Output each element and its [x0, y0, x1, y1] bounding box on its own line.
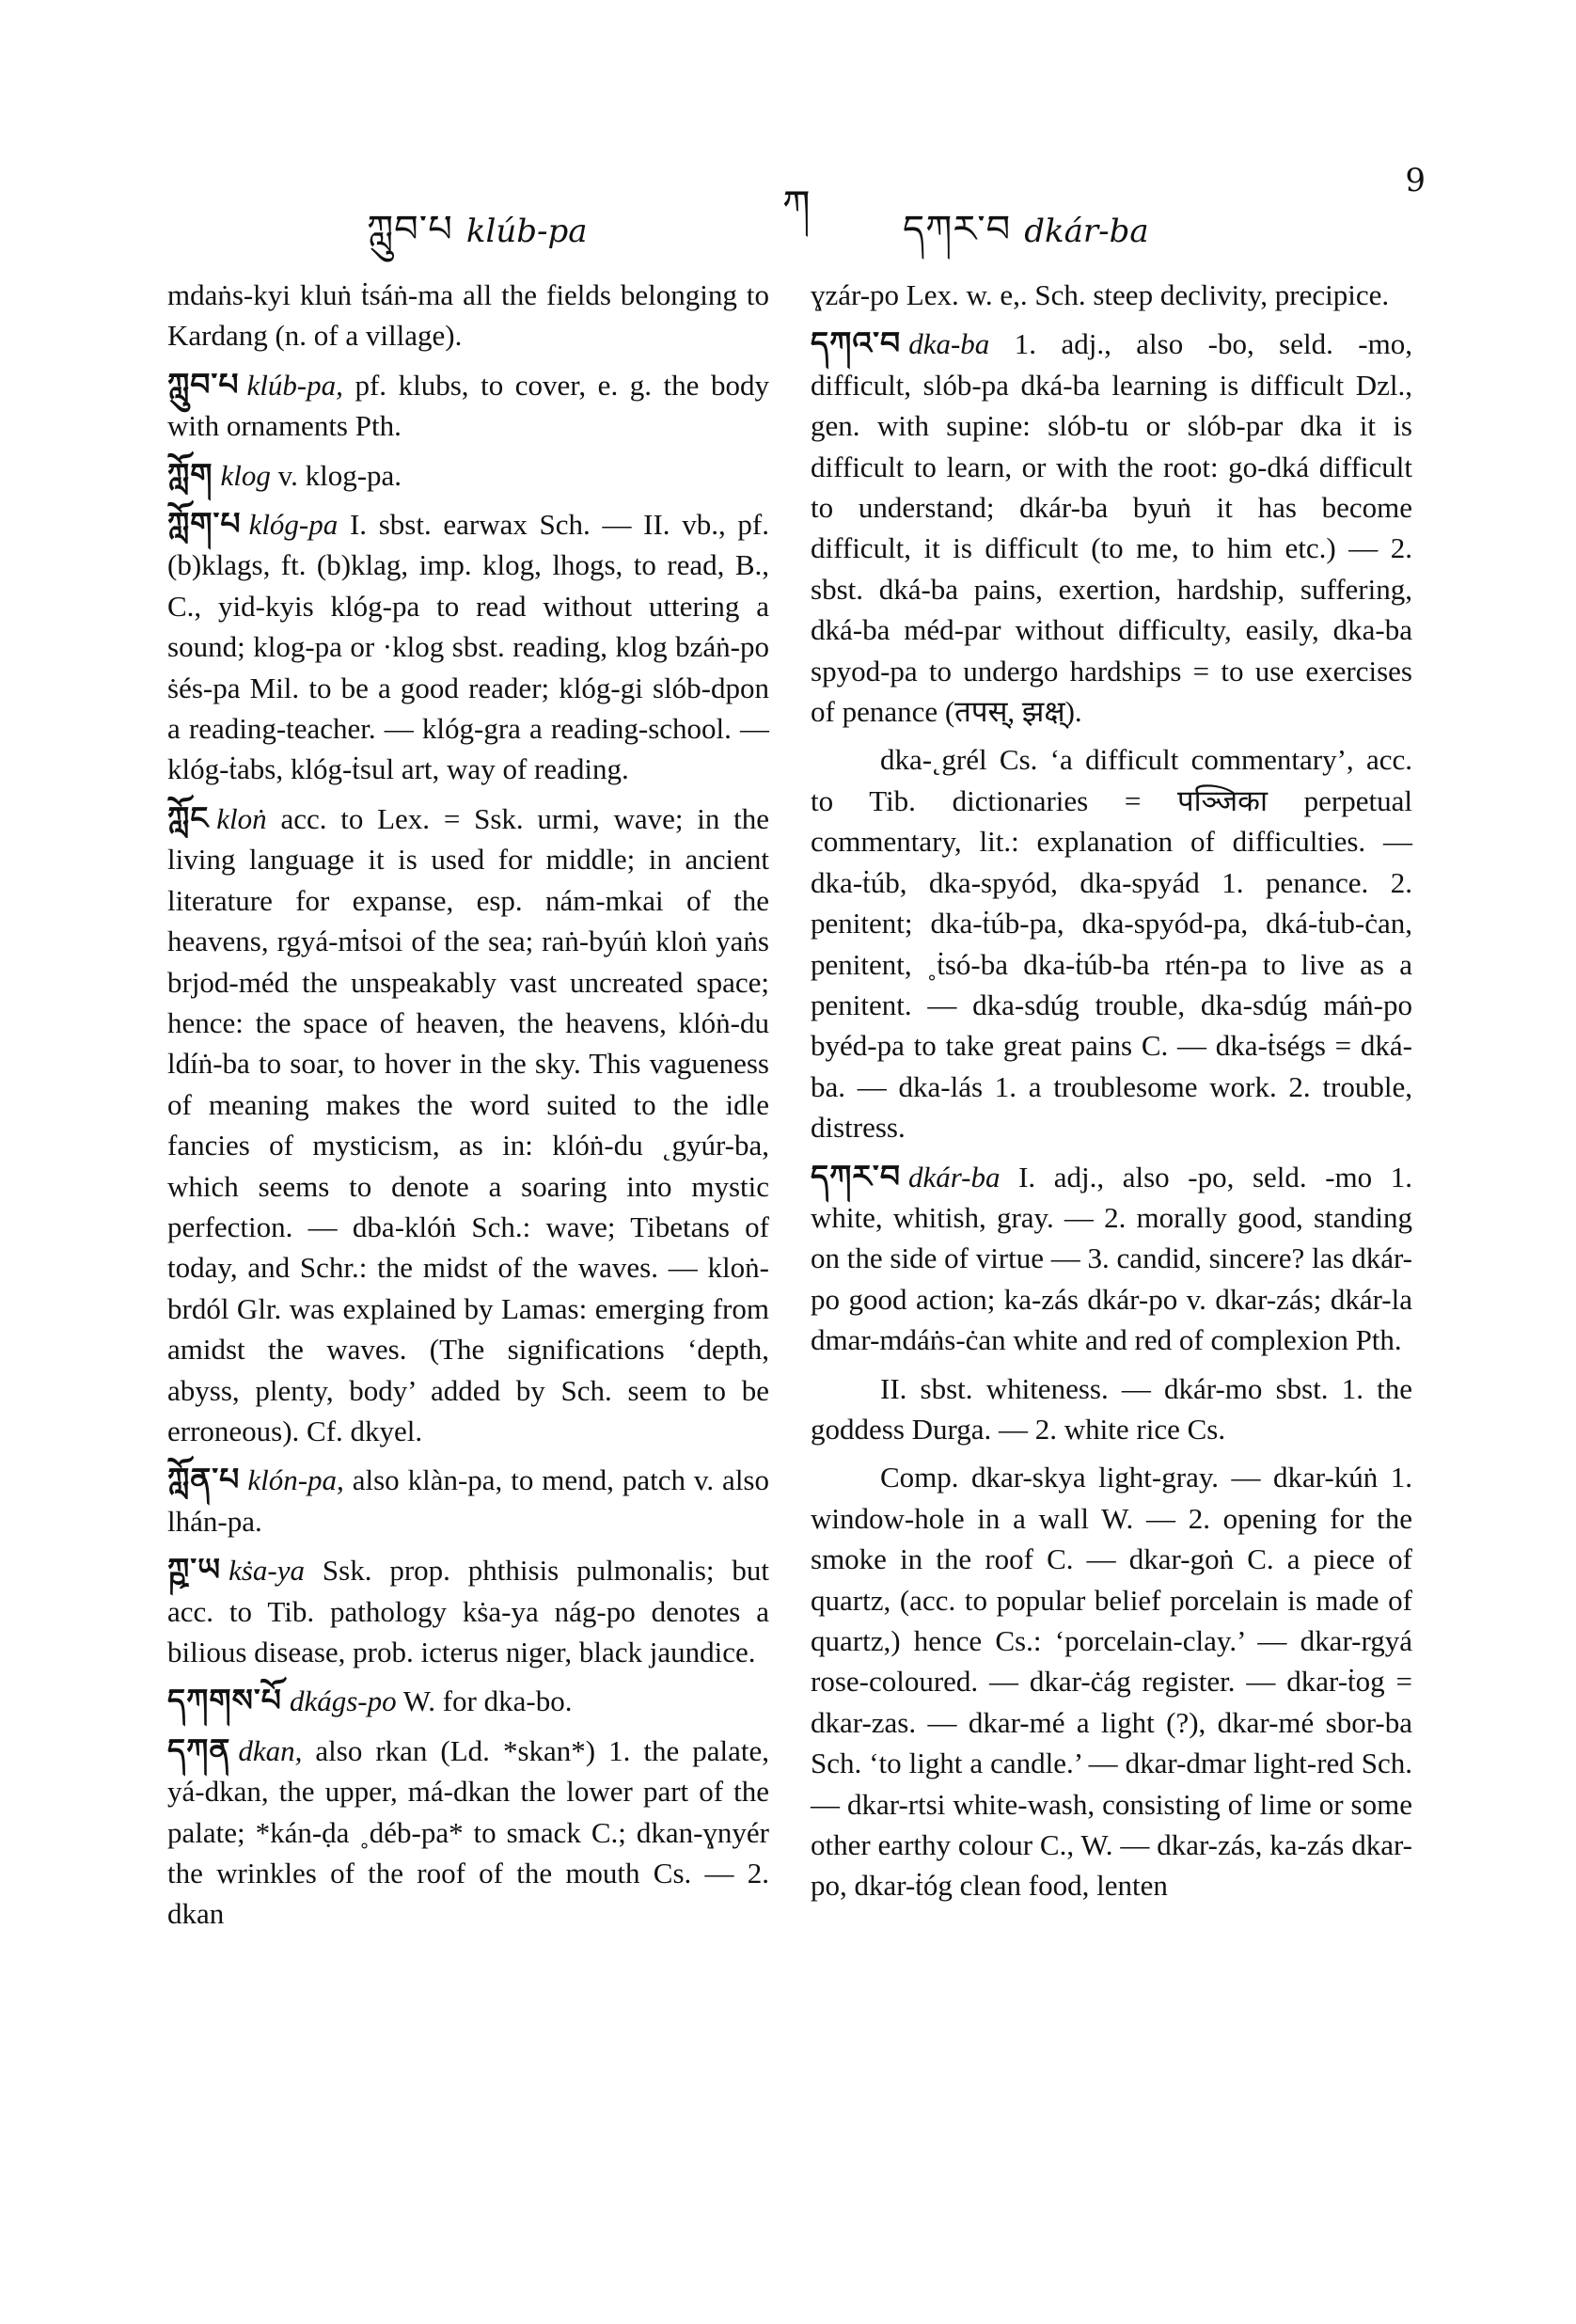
entry-text: I. sbst. earwax Sch. — II. vb., pf. (b)klags, ft. (b)klag, imp. klog, lhogs, to read, B., C., yid-kyis klóg-pa to read without uttering a sound; klog-pa or ·klog sbst. reading, klog bzáṅ-po ṡés-pa Mil. to be a good reader; klóg-gi slób-dpon a reading-teacher. — klóg-gra a reading-school. — klóg-ṫabs, klóg-ṫsul art, way of reading.	[167, 508, 769, 786]
dictionary-entry	[167, 454, 769, 496]
entry-transliteration: dkan,	[238, 1733, 303, 1767]
entry-transliteration: dka-ba	[908, 327, 990, 361]
running-head-left-translit: klúb-pa	[465, 213, 588, 250]
entry-text: also klàn-pa, to mend, patch v. also lhán-pa.	[167, 1463, 769, 1538]
entry-text: acc. to Lex. = Ssk. urmi, wave; in the living language it is used for middle; in ancient literature for expanse, esp. nám-mkai of the heavens, rgyá-mṫsoi of the sea; raṅ-byúṅ kloṅ yaṅs brjod-méd the unspeakably vast uncreated space; hence: the space of heaven, the heavens, klóṅ-du ldíṅ-ba to soar, to hover in the sky. This vagueness of meaning makes the word suited to the idle fancies of mysticism, as in: klóṅ-du ˛gyúr-ba, which seems to denote a soaring into mystic perfection. — dba-klóṅ Sch.: wave; Tibetans of today, and Schr.: the midst of the waves. — kloṅ-brdól Glr. was explained by Lamas: emerging from amidst the waves. (The significations ‘depth, abyss, plenty, body’ added by Sch. seem to be erroneous). Cf. dkyel.	[167, 801, 770, 1447]
running-head-right-tibetan: དཀར་བ	[903, 208, 1012, 251]
entry-text: pf. klubs, to cover, e. g. the body with ornaments Pth.	[167, 368, 769, 443]
page-number: 9	[1405, 162, 1426, 199]
left-column	[167, 275, 769, 1935]
dictionary-entry	[167, 1730, 769, 1935]
entry-text: also rkan (Ld. *skan*) 1. the palate, yá-dkan, the upper, má-dkan the lower part of the palate; *kán-ḍa ˳déb-pa* to smack C.; dkan-ɣnyér the wrinkles of the roof of the mouth Cs. — 2. dkan	[167, 1733, 769, 1931]
entry-text: II. sbst. whiteness. — dkár-mo sbst. 1. the goddess Durga. — 2. white rice Cs.	[811, 1371, 1412, 1446]
running-head-right-translit: dkár-ba	[1024, 213, 1149, 250]
entry-transliteration: kṡa-ya	[229, 1554, 305, 1588]
dictionary-entry	[167, 798, 769, 1452]
entry-text: ɣzár-po Lex. w. e,. Sch. steep declivity, precipice.	[811, 278, 1390, 311]
dictionary-entry	[167, 364, 769, 447]
entry-text: mdaṅs-kyi kluṅ ṫsáṅ-ma all the fields belonging to Kardang (n. of a village).	[167, 278, 769, 353]
entry-transliteration: klog	[220, 458, 271, 492]
dictionary-entry	[167, 503, 769, 790]
dictionary-subentry	[811, 739, 1412, 1147]
entry-tibetan-headword: དཀར་བ	[811, 1157, 901, 1194]
entry-tibetan-headword: ཀྵ་ཡ	[167, 1551, 222, 1589]
dictionary-entry	[167, 1680, 769, 1721]
dictionary-entry	[167, 275, 769, 356]
entry-text: Ssk. prop. phthisis pulmonalis; but acc. to Tib. pathology kṡa-ya nág-po denotes a bilious disease, prob. icterus niger, black jaundice.	[167, 1554, 769, 1668]
entry-text: I. adj., also -po, seld. -mo 1. white, whitish, gray. — 2. morally good, standing on the side of virtue — 3. candid, sincere? las dkár-po good action; ka-zás dkár-po v. dkar-zás; dkár-la dmar-mdáṅs-ċan white and red of complexion Pth.	[811, 1160, 1412, 1357]
entry-tibetan-headword: དཀན	[167, 1731, 231, 1768]
entry-tibetan-headword: དཀགས་པོ	[167, 1682, 282, 1719]
dictionary-subentry	[811, 1368, 1412, 1450]
dictionary-entry	[811, 1156, 1412, 1361]
entry-tibetan-headword: ཀློང	[167, 798, 210, 836]
right-column	[811, 275, 1412, 1906]
entry-tibetan-headword: ཀློག་པ	[167, 505, 242, 543]
entry-tibetan-headword: དཀའ་བ	[811, 324, 902, 362]
entry-transliteration: dkágs-po	[289, 1684, 397, 1718]
entry-tibetan-headword: ཀླུབ་པ	[167, 365, 240, 403]
entry-text: W. for dka-bo.	[402, 1684, 573, 1718]
entry-transliteration: dkár-ba	[907, 1160, 1001, 1194]
entry-transliteration: klón-pa,	[247, 1463, 344, 1497]
entry-transliteration: klúb-pa,	[246, 368, 343, 402]
dictionary-entry	[811, 323, 1412, 732]
entry-text: Comp. dkar-skya light-gray. — dkar-kúṅ 1. window-hole in a wall W. — 2. opening for the smoke in the roof C. — dkar-goṅ C. a piece of quartz, (acc. to popular belief porcelain is made of quartz,) hence Cs.: ‘porcelain-clay.’ — dkar-rgyá rose-coloured. — dkar-ċág register. — dkar-ṫog = dkar-zas. — dkar-mé a light (?), dkar-mé sbor-ba Sch. ‘to light a candle.’ — dkar-dmar light-red Sch. — dkar-rtsi white-wash, consisting of lime or some other earthy colour C., W. — dkar-zás, ka-zás dkar-po, dkar-ṫóg clean food, lenten	[811, 1461, 1412, 1903]
entry-transliteration: kloṅ	[216, 801, 267, 835]
entry-transliteration: klóg-pa	[248, 508, 339, 542]
dictionary-entry	[167, 1459, 769, 1541]
dictionary-entry	[811, 275, 1412, 315]
running-head	[0, 160, 1576, 251]
entry-tibetan-headword: ཀློན་པ	[167, 1461, 241, 1498]
dictionary-subentry	[811, 1457, 1412, 1905]
entry-tibetan-headword: ཀློག	[167, 455, 213, 493]
entry-text: 1. adj., also -bo, seld. -mo, difficult, slób-pa dká-ba learning is difficult Dzl., gen. with supine: slób-tu or slób-par dka it is difficult to learn, or with the root: go-dká difficult to understand; dkár-ba byuṅ it has become difficult, it is difficult (to me, to him etc.) — 2. sbst. dká-ba pains, exertion, hardship, suffering, dká-ba méd-par without difficulty, easily, dka-ba spyod-pa to undergo hardships = to use exercises of penance (तपस्, झक्ष्).	[811, 327, 1412, 729]
running-head-center-letter: ཀ	[782, 182, 811, 228]
entry-text: v. klog-pa.	[277, 458, 402, 492]
entry-text: dka-˛grél Cs. ‘a difficult commentary’, acc. to Tib. dictionaries = पञ्जिका perpetual commentary, lit.: explanation of difficulties. — dka-ṫúb, dka-spyód, dka-spyád 1. penance. 2. penitent; dka-ṫúb-pa, dka-spyód-pa, dká-ṫub-ċan, penitent, ˳ṫsó-ba dka-ṫúb-ba rtén-pa to live as a penitent. — dka-sdúg trouble, dka-sdúg máṅ-po byéd-pa to take great pains C. — dka-ṫségs = dká-ba. — dka-lás 1. a troublesome work. 2. trouble, distress.	[811, 743, 1412, 1145]
running-head-left-tibetan: ཀླུབ་པ	[367, 208, 453, 251]
dictionary-entry	[167, 1549, 769, 1672]
